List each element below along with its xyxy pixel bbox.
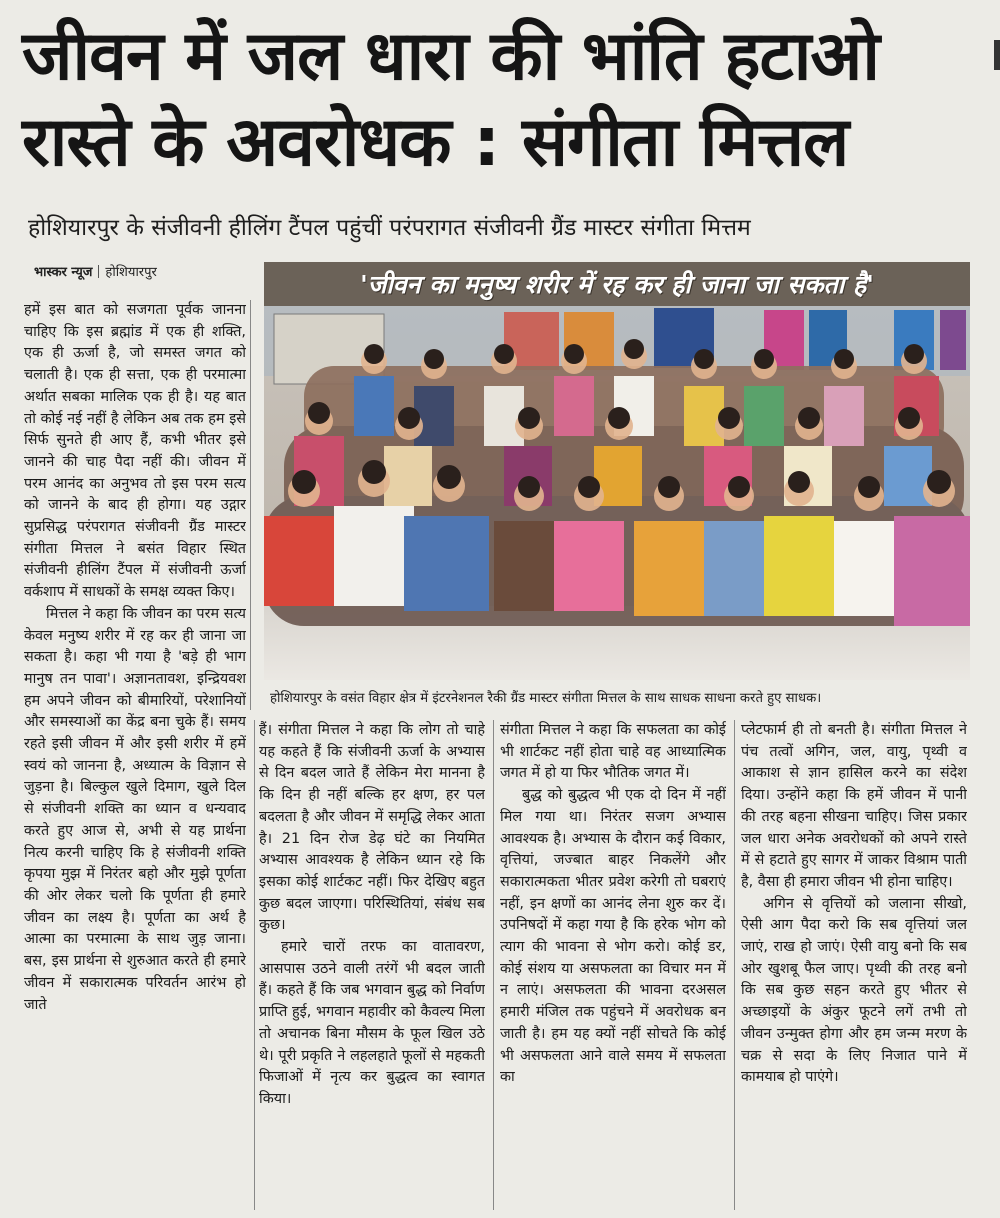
paragraph: मित्तल ने कहा कि जीवन का परम सत्य केवल मनुष्य शरीर में रह कर ही जाना जा सकता है। कहा भी गया है 'बड़े ही भाग मानुष तन पावा'। अज्ञानतावश, इन्द्रियवश हम अपने जीवन को बीमारियों, परेशानियों और समस्याओं का केंद्र बना चुके हैं। समय रहते इसी जीवन में और इसी शरीर में हमें स्वयं को जानना है, अध्यात्म के विज्ञान से जुड़ना है। बिल्कुल खुले दिमाग, खुले दिल से संजीवनी शक्ति का ध्यान व धन्यवाद करते हुए आज से, अभी से यह प्रार्थना नित्य करनी चाहिए कि हे संजीवनी शक्ति कृपया मुझ में निरंतर बहो और मुझे पूर्णता की ओर लेकर चलो कि पूर्णता ही हमारे जीवन का लक्ष्य है। पूर्णता का अर्थ है आत्मा का परमात्मा के साथ जुड़ जाना। बस, इस प्रार्थना से शुरुआत करते ही हमारे जीवन में सकारात्मक परिवर्तन आरंभ हो जाते bbox=[24, 605, 246, 1013]
article-column-1 bbox=[24, 300, 246, 1210]
paragraph: अगिन से वृत्तियों को जलाना सीखो, ऐसी आग पैदा करो कि सब वृत्तियां जल जाएं, राख हो जाएं। ऐसी वायु बनो कि सब ओर खुशबू फैल जाए। पृथ्वी की तरह बनो कि सब कुछ सहन करते हुए भीतर से अच्छाइयों के अंकुर फूटने लगें तभी तो जीवन उन्मुक्त होगा और हम जन्म मरण के चक्र से सदा के लिए निजात पाने में कामयाब हो पाएंगे। bbox=[741, 895, 967, 1086]
column-divider bbox=[734, 720, 735, 1210]
paragraph: प्लेटफार्म ही तो बनती है। संगीता मित्तल ने पंच तत्वों अगिन, जल, वायु, पृथ्वी व आकाश से ज्ञान हासिल करने का संदेश दिया। उन्होंने कहा कि हमें जीवन में पानी की तरह बहना सीखना चाहिए। जिस प्रकार जल धारा अनेक अवरोधकों को अपने रास्ते में से हटाते हुए सागर में जाकर विश्राम पाती है, वैसा ही हमारा जीवन भी होना चाहिए। bbox=[741, 722, 967, 890]
byline bbox=[34, 262, 157, 280]
paragraph: संगीता मित्तल ने कहा कि सफलता का कोई भी शार्टकट नहीं होता चाहे वह आध्यात्मिक जगत में हो या फिर भौतिक जगत में। bbox=[500, 722, 726, 782]
article-column-4 bbox=[741, 720, 967, 1210]
byline-divider bbox=[98, 265, 99, 278]
paragraph: बुद्ध को बुद्धत्व भी एक दो दिन में नहीं मिल गया था। निरंतर सजग अभ्यास आवश्यक है। अभ्यास के दौरान कई विकार, वृत्तियां, जज्बात बाहर निकलेंगे और सकारात्मकता भीतर प्रवेश करेगी तो घबराएं नहीं, इन क्षणों का आनंद लेना शुरु कर दें। उपनिषदों में कहा गया है कि हरेक भोग को त्याग की भावना से भोग करो। कोई डर, कोई संशय या असफलता का विचार मन में न लाएं। असफलता की भावना दरअसल हमारी मंजिल तक पहुंचने में अवरोधक बन जाती है। हम यह क्यों नहीं सोचते कि कोई भी असफलता आने वाले समय में सफलता का bbox=[500, 787, 726, 1086]
headline-line-1: जीवन में जल धारा की भांति हटाओ bbox=[22, 17, 879, 96]
group-photo bbox=[264, 306, 970, 680]
article-column-2 bbox=[259, 720, 485, 1210]
column-divider bbox=[493, 720, 494, 1210]
article-column-3 bbox=[500, 720, 726, 1210]
subheadline: होशियारपुर के संजीवनी हीलिंग टैंपल पहुंचीं परंपरागत संजीवनी ग्रैंड मास्टर संगीता मित्तम bbox=[28, 215, 751, 241]
byline-agency: भास्कर न्यूज bbox=[34, 265, 93, 280]
paragraph: हैं। संगीता मित्तल ने कहा कि लोग तो चाहे यह कहते हैं कि संजीवनी ऊर्जा के अभ्यास से दिन बदल जाते हैं लेकिन मेरा मानना है कि दिन ही नहीं बल्कि हर क्षण, हर पल बदलता है और जीवन में समृद्धि लेकर आता है। 21 दिन रोज डेढ़ घंटे का नियमित अभ्यास आवश्यक है लेकिन ध्यान रहे कि इसका कोई शार्टकट नहीं। फिर देखिए बहुत कुछ बदल जाएगा। परिस्थितियां, संबंध सब कुछ। bbox=[259, 722, 485, 934]
byline-location: होशियारपुर bbox=[105, 265, 157, 280]
photo-banner bbox=[264, 262, 970, 306]
column-divider bbox=[250, 300, 251, 710]
headline bbox=[22, 14, 982, 186]
paragraph: हमारे चारों तरफ का वातावरण, आसपास उठने वाली तरंगें भी बदल जाती हैं। कहते हैं कि जब भगवान बुद्ध को निर्वाण प्राप्ति हुई, भगवान महावीर को कैवल्य मिला तो अचानक बिना मौसम के फूल खिल उठे थे। पूरी प्रकृति ने लहलहाते फूलों से महकती फिजाओं में नृत्य कर बुद्धत्व का स्वागत किया। bbox=[259, 939, 485, 1107]
photo-banner-text: 'जीवन का मनुष्य शरीर में रह कर ही जाना जा सकता है' bbox=[360, 270, 874, 299]
headline-line-2: रास्ते के अवरोधक : संगीता मित्तल bbox=[22, 103, 849, 182]
photo-caption: होशियारपुर के वसंत विहार क्षेत्र में इंटरनेशनल रैकी ग्रैंड मास्टर संगीता मित्तल के साथ साधक साधना करते हुए साधक। bbox=[270, 691, 822, 706]
edge-print-mark bbox=[994, 40, 1000, 70]
group-photo-illustration bbox=[264, 306, 970, 680]
column-divider bbox=[254, 720, 255, 1210]
paragraph: हमें इस बात को सजगता पूर्वक जानना चाहिए कि इस ब्रह्मांड में एक ही शक्ति, एक ही ऊर्जा है, जो समस्त जगत को चलाती है। एक ही सत्ता, एक ही परमात्मा अर्थात सबका मालिक एक ही है। यह बात तो कोई नई नहीं है लेकिन अब तक हम इसे सिर्फ सुनते ही आए हैं, कभी भीतर इसे जानने की चाह पैदा नहीं की। जीवन में परम आनंद का अनुभव तो इस परम सत्य को जानने के बाद ही होगा। यह उद्गार सुप्रसिद्ध परंपरागत संजीवनी ग्रैंड मास्टर संगीता मित्तल ने बसंत विहार स्थित संजीवनी हीलिंग टैंपल में संजीवनी ऊर्जा वर्कशाप में साधकों के समक्ष व्यक्त किए। bbox=[24, 302, 246, 601]
